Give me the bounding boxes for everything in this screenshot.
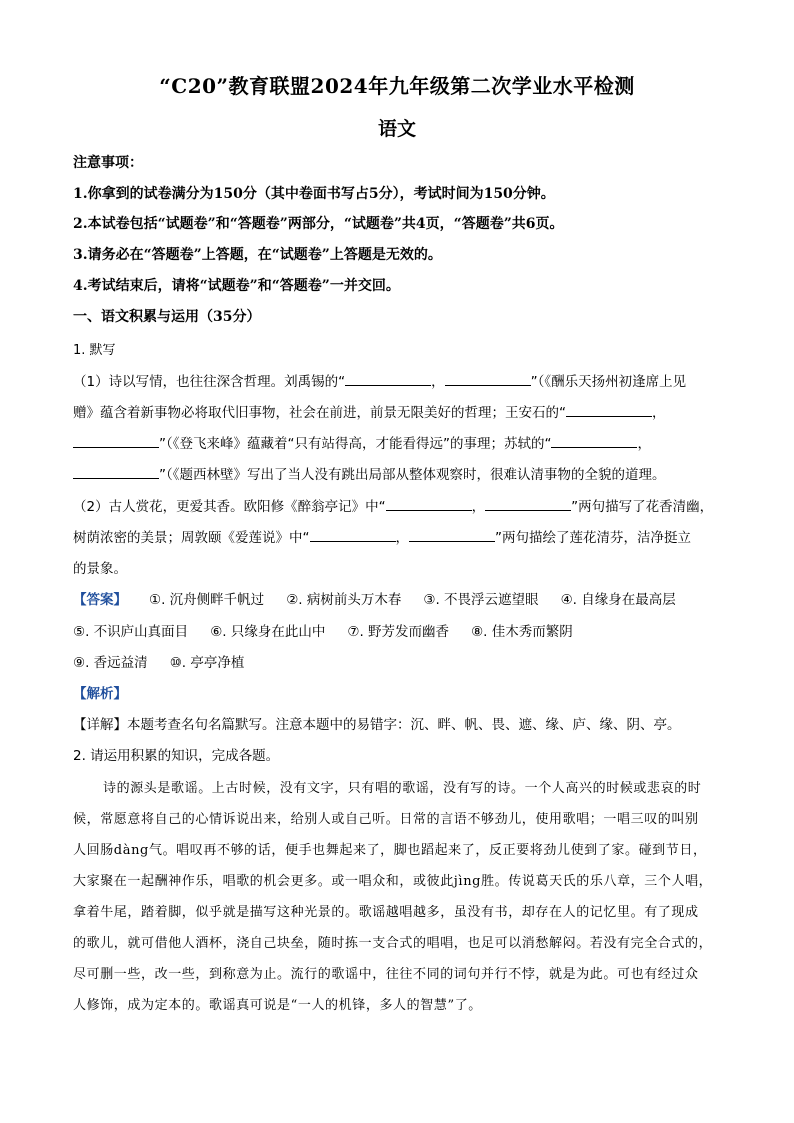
- passage-line: 人修饰，成为定本的。歌谣真可说是“一人的机锋，多人的智慧”了。: [73, 998, 482, 1013]
- answer-blank: [551, 435, 637, 448]
- answer-line-3: [73, 651, 728, 671]
- answer-item: ⑥. 只缘身在此山中: [210, 624, 326, 640]
- question-1-line-7: 的景象。: [73, 561, 127, 577]
- answer-label: 【答案】: [73, 592, 127, 608]
- note-item-4: 4.考试结束后，请将“试题卷”和“答题卷”一并交回。: [73, 278, 400, 294]
- answer-line-2: [73, 620, 728, 640]
- answer-item: ⑩. 亭亭净植: [169, 655, 245, 671]
- answer-item: ④. 自缘身在最高层: [560, 592, 676, 608]
- answer-blank: [310, 529, 396, 542]
- answer-blank: [485, 498, 571, 511]
- answer-item: ①. 沉舟侧畔千帆过: [149, 592, 265, 608]
- answer-blank: [409, 529, 495, 542]
- answer-line-1: [73, 588, 728, 608]
- note-item-2: 2.本试卷包括“试题卷”和“答题卷”两部分，“试题卷”共4页，“答题卷”共6页。: [73, 216, 564, 232]
- question-1-line-2: 赠》蕴含着新事物必将取代旧事物，社会在前进，前景无限美好的哲理；王安石的“ ，: [73, 405, 666, 421]
- detail-line: [73, 713, 728, 733]
- question-1-label: 1. 默写: [73, 343, 116, 358]
- subject-title: 语文: [377, 118, 416, 140]
- answer-item: ⑧. 佳木秀而繁阴: [471, 624, 573, 640]
- question-1-line-5: （2）古人赏花，更爱其香。欧阳修《醉翁亭记》中“ ， ”两句描写了花香清幽，: [73, 499, 714, 515]
- question-1-line-1: （1）诗以写情，也往往深含哲理。刘禹锡的“ ， ”（《酬乐天扬州初逢席上见: [73, 374, 687, 390]
- passage-line: 的歌儿，就可借他人酒杯，浇自己块垒，随时拣一支合式的唱唱，也足可以消愁解闷。若没有完全合式的，: [73, 936, 713, 951]
- detail-text: 本题考查名句名篇默写。注意本题中的易错字：沉、畔、帆、畏、遮、缘、庐、缘、阴、亭。: [127, 717, 681, 733]
- answer-item: ⑦. 野芳发而幽香: [347, 624, 450, 640]
- section-heading: 一、语文积累与运用（35分）: [73, 309, 261, 325]
- answer-item: ②. 病树前头万木春: [286, 592, 402, 608]
- answer-blank: [345, 373, 431, 386]
- passage-line: 拿着牛尾，踏着脚，似乎就是描写这种光景的。歌谣越唱越多，虽没有书，却存在人的记忆里。有了现成: [73, 905, 699, 920]
- note-item-1: 1.你拿到的试卷满分为150分（其中卷面书写占5分），考试时间为150分钟。: [73, 186, 555, 202]
- note-item-3: 3.请务必在“答题卷”上答题，在“试题卷”上答题是无效的。: [73, 247, 442, 263]
- notes-heading: 注意事项：: [73, 155, 143, 171]
- answer-blank: [73, 466, 159, 479]
- answer-item: ⑤. 不识庐山真面目: [73, 624, 189, 640]
- answer-item: ③. 不畏浮云遮望眼: [423, 592, 539, 608]
- answer-blank: [386, 498, 472, 511]
- passage-line: 候，常愿意将自己的心情诉说出来，给别人或自己听。日常的言语不够劲儿，使用歌唱；一唱三叹的叫别: [73, 812, 699, 827]
- answer-item: ⑨. 香远益清: [73, 655, 148, 671]
- question-1-line-4: ”（《题西林壁》写出了当人没有跳出局部从整体观察时，很难认清事物的全貌的道理。: [73, 463, 728, 483]
- question-2-label: 2. 请运用积累的知识，完成各题。: [73, 748, 280, 764]
- detail-label: 【详解】: [73, 717, 127, 733]
- question-1-line-3: ”（《登飞来峰》蕴藏着“只有站得高，才能看得远”的事理；苏轼的“ ，: [73, 432, 728, 452]
- passage-line: 诗的源头是歌谣。上古时候，没有文字，只有唱的歌谣，没有写的诗。一个人高兴的时候或悲哀的时: [103, 781, 702, 796]
- passage-line: 尽可删一些，改一些，到称意为止。流行的歌谣中，往往不同的词句并行不悖，就是为此。可也有经过众: [73, 967, 699, 982]
- analysis-label: 【解析】: [73, 686, 127, 702]
- answer-blank: [73, 435, 159, 448]
- answer-blank: [445, 373, 531, 386]
- passage-line: 人回肠dàng气。唱叹再不够的话，便手也舞起来了，脚也蹈起来了，反正要将劲儿使到了家。碰到节日，: [73, 843, 707, 858]
- question-1-line-6: 树荫浓密的美景；周敦颐《爱莲说》中“ ， ”两句描绘了莲花清芬，洁净挺立: [73, 530, 691, 546]
- exam-title: “C20”教育联盟2024年九年级第二次学业水平检测: [159, 74, 635, 98]
- passage-line: 大家聚在一起酬神作乐，唱歌的机会更多。或一唱众和，或彼此jìng胜。传说葛天氏的乐八章，三个人唱，: [73, 874, 713, 889]
- answer-blank: [566, 404, 652, 417]
